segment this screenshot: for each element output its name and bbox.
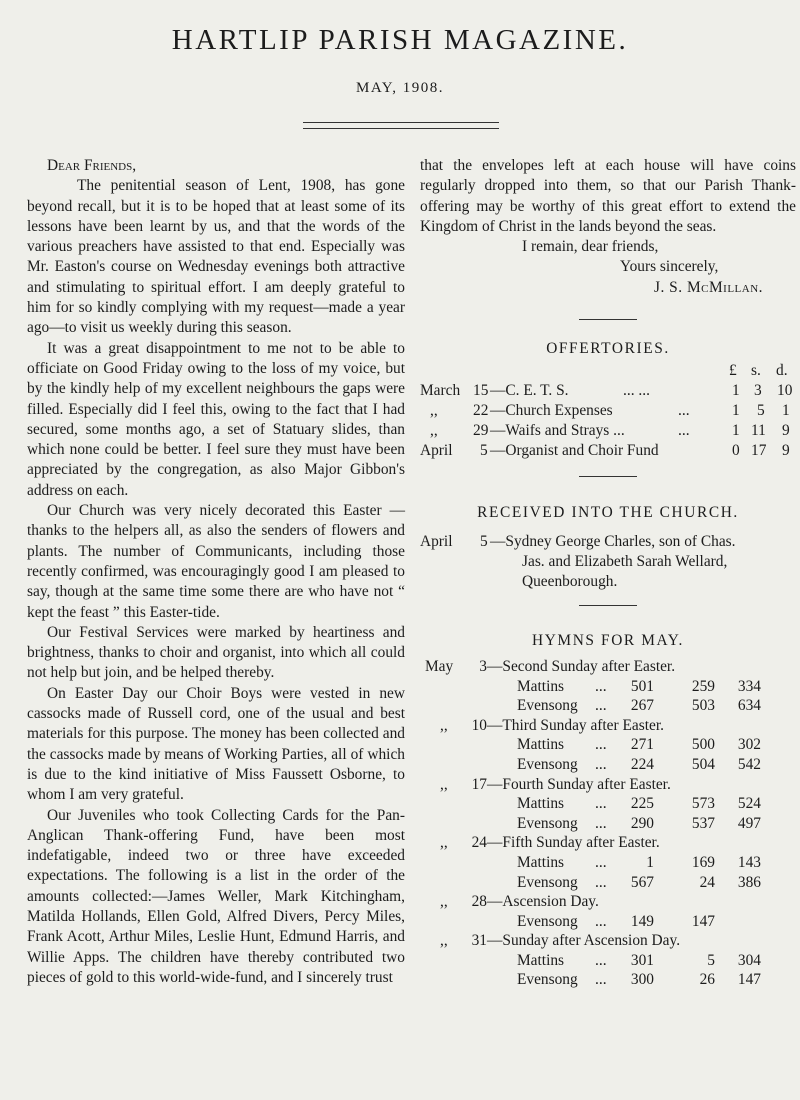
service-name: Evensong bbox=[517, 697, 578, 715]
offertory-leader-dots: ... ... bbox=[623, 382, 650, 400]
received-line-2: Jas. and Elizabeth Sarah Wellard, bbox=[522, 552, 728, 570]
hymns-list bbox=[420, 657, 796, 990]
hymn-number: 504 bbox=[691, 755, 715, 773]
hymn-number: 497 bbox=[737, 814, 761, 832]
hymn-month: May bbox=[425, 657, 454, 675]
hymn-service-row bbox=[420, 677, 796, 697]
signature-surname: McMillan. bbox=[686, 278, 763, 296]
hymn-service-row bbox=[420, 814, 796, 834]
offertory-shillings: 3 bbox=[754, 382, 762, 400]
signature-initials: J. S. bbox=[654, 278, 683, 296]
title-rule bbox=[303, 122, 499, 129]
hymn-day: 31 bbox=[471, 932, 487, 950]
hymn-number: 573 bbox=[691, 795, 715, 813]
service-name: Mattins bbox=[517, 736, 565, 754]
hymn-service-row bbox=[420, 755, 796, 775]
letter-salutation: Dear Friends, bbox=[47, 157, 137, 174]
letter-continuation: that the envelopes left at each house will have coins regularly dropped into them, so that our Parish Thank-offering may be worthy of this great effort to extend the Kingdom of Christ in the lands beyond the seas. bbox=[420, 157, 796, 235]
service-name: Mattins bbox=[517, 677, 565, 695]
service-name: Mattins bbox=[517, 853, 565, 871]
offertory-month: April bbox=[420, 442, 453, 460]
service-leader-dots: ... bbox=[595, 736, 607, 754]
service-leader-dots: ... bbox=[595, 873, 607, 891]
hymn-service-row bbox=[420, 873, 796, 893]
offertory-month: March bbox=[420, 382, 461, 400]
hymn-occasion: —Sunday after Ascension Day. bbox=[487, 932, 681, 950]
hymn-occasion: —Fifth Sunday after Easter. bbox=[487, 834, 660, 852]
service-name: Mattins bbox=[517, 951, 565, 969]
service-leader-dots: ... bbox=[595, 971, 607, 989]
hymn-sunday-row bbox=[420, 833, 796, 853]
offertory-pence: 1 bbox=[782, 402, 790, 420]
offertory-row bbox=[420, 421, 796, 441]
hymn-sunday-row bbox=[420, 931, 796, 951]
hymns-heading: HYMNS FOR MAY. bbox=[532, 631, 684, 649]
offertories-column-headers bbox=[420, 361, 796, 381]
service-leader-dots: ... bbox=[595, 951, 607, 969]
service-name: Mattins bbox=[517, 795, 565, 813]
hymn-service-row bbox=[420, 735, 796, 755]
hymn-number: 302 bbox=[737, 736, 761, 754]
service-name: Evensong bbox=[517, 755, 578, 773]
hymn-number: 334 bbox=[737, 677, 761, 695]
hymn-service-row bbox=[420, 794, 796, 814]
service-leader-dots: ... bbox=[595, 677, 607, 695]
service-name: Evensong bbox=[517, 814, 578, 832]
service-name: Evensong bbox=[517, 912, 578, 930]
hymn-number: 304 bbox=[737, 951, 761, 969]
hymn-number: 501 bbox=[630, 677, 654, 695]
hymn-number: 5 bbox=[707, 951, 715, 969]
hymn-day: 10 bbox=[471, 716, 487, 734]
offertory-day: 15 bbox=[473, 382, 489, 400]
hymn-number: 1 bbox=[646, 853, 654, 871]
hymn-service-row bbox=[420, 696, 796, 716]
masthead: HARTLIP PARISH MAGAZINE. bbox=[171, 24, 629, 56]
hymn-month: ,, bbox=[440, 893, 448, 911]
hymn-number: 26 bbox=[699, 971, 715, 989]
hymn-sunday-row bbox=[420, 657, 796, 677]
hymn-occasion: —Second Sunday after Easter. bbox=[487, 657, 676, 675]
hymn-number: 147 bbox=[737, 971, 761, 989]
hymn-number: 567 bbox=[630, 873, 654, 891]
pence-column-header: d. bbox=[776, 362, 788, 380]
hymn-month: ,, bbox=[440, 834, 448, 852]
offertory-shillings: 17 bbox=[751, 442, 767, 460]
offertory-day: 22 bbox=[473, 402, 489, 420]
offertory-shillings: 11 bbox=[751, 422, 766, 440]
hymn-sunday-row bbox=[420, 775, 796, 795]
received-heading: RECEIVED INTO THE CHURCH. bbox=[477, 504, 739, 522]
offertory-leader-dots: ... bbox=[678, 402, 690, 420]
shillings-column-header: s. bbox=[751, 362, 761, 380]
offertory-month: ,, bbox=[430, 422, 438, 440]
service-leader-dots: ... bbox=[595, 814, 607, 832]
hymn-occasion: —Fourth Sunday after Easter. bbox=[487, 775, 671, 793]
hymn-number: 542 bbox=[737, 755, 761, 773]
offertories-table bbox=[420, 359, 796, 469]
hymn-day: 3 bbox=[479, 657, 487, 675]
hymn-occasion: —Ascension Day. bbox=[487, 893, 599, 911]
hymn-month: ,, bbox=[440, 716, 448, 734]
letter-paragraph: The penitential season of Lent, 1908, has gone beyond recall, but it is to be hoped that at least some of its lessons have been learnt by us, and that the words of the various preachers have assisted to that end. Especially was Mr. Easton's course on Wednesday evenings both attractive and stimulating to spiritual effort. I am deeply grateful to him for so kindly complying with my request—made a year ago—to visit us weekly during this season. bbox=[27, 177, 405, 337]
offertory-row bbox=[420, 401, 796, 421]
received-day: 5 bbox=[480, 532, 488, 550]
letter-paragraph: Our Festival Services were marked by heartiness and brightness, thanks to choir and organist, into which all could not help but join, and be helped thereby. bbox=[27, 623, 405, 682]
hymn-service-row bbox=[420, 951, 796, 971]
received-line-3: Queenborough. bbox=[522, 572, 618, 590]
hymn-number: 386 bbox=[737, 873, 761, 891]
hymn-service-row bbox=[420, 912, 796, 932]
letter-closing: I remain, dear friends, bbox=[522, 238, 659, 256]
hymn-number: 300 bbox=[630, 971, 654, 989]
hymn-service-row bbox=[420, 970, 796, 990]
hymn-number: 225 bbox=[630, 795, 654, 813]
hymn-number: 503 bbox=[691, 697, 715, 715]
offertories-heading: OFFERTORIES. bbox=[546, 340, 670, 358]
letter-signature bbox=[420, 278, 796, 298]
hymn-number: 224 bbox=[630, 755, 654, 773]
letter-paragraph: Our Juveniles who took Collecting Cards for the Pan-Anglican Thank-offering Fund, have been most indefatigable, indeed two or three have exceeded expectations. The following is a list in the order of the amounts collected:—James Weller, Mark Kitchingham, Matilda Hollands, Ellen Gold, Alfred Divers, Percy Miles, Frank Acott, Arthur Miles, Leslie Hunt, Edmund Harris, and Willie Apps. The children have thereby contributed two pieces of gold to this world-wide-fund, and I sincerely trust bbox=[27, 806, 405, 986]
letter-sign-off: Yours sincerely, bbox=[620, 258, 719, 276]
letter-paragraph: On Easter Day our Choir Boys were vested in new cassocks made of Russell cord, one of the usual and best materials for this purpose. The money has been collected and the cassocks made by means of Working Parties, all of which is due to the kind initiative of Miss Faussett Osborne, to whom I am very grateful. bbox=[27, 684, 405, 804]
hymn-number: 290 bbox=[630, 814, 654, 832]
hymn-occasion: —Third Sunday after Easter. bbox=[487, 716, 664, 734]
offertory-month: ,, bbox=[430, 402, 438, 420]
offertory-row bbox=[420, 381, 796, 401]
service-name: Evensong bbox=[517, 971, 578, 989]
letter-paragraph: Our Church was very nicely decorated this Easter —thanks to the helpers all, as also the senders of flowers and plants. The number of Communicants, including those recently confirmed, was encouragingly good I am pleased to say, though at the same time some there are who have not “ kept the feast ” this Easter-tide. bbox=[27, 502, 405, 621]
service-leader-dots: ... bbox=[595, 755, 607, 773]
offertory-row bbox=[420, 441, 796, 461]
hymn-service-row bbox=[420, 853, 796, 873]
received-month: April bbox=[420, 532, 453, 550]
received-line-1: —Sydney George Charles, son of Chas. bbox=[490, 532, 736, 550]
hymn-month: ,, bbox=[440, 932, 448, 950]
offertory-pounds: 1 bbox=[732, 402, 740, 420]
offertory-item: —Waifs and Strays ... bbox=[490, 422, 625, 440]
hymn-number: 149 bbox=[630, 912, 654, 930]
offertory-pence: 10 bbox=[777, 382, 793, 400]
issue-date: MAY, 1908. bbox=[356, 80, 444, 96]
received-entry bbox=[420, 532, 796, 596]
offertory-leader-dots: ... bbox=[678, 422, 690, 440]
service-leader-dots: ... bbox=[595, 912, 607, 930]
hymn-sunday-row bbox=[420, 716, 796, 736]
service-name: Evensong bbox=[517, 873, 578, 891]
hymn-day: 24 bbox=[471, 834, 487, 852]
offertory-day: 29 bbox=[473, 422, 489, 440]
hymn-number: 537 bbox=[691, 814, 715, 832]
letter-paragraph: It was a great disappointment to me not to be able to officiate on Good Friday owing to the loss of my voice, but by the kindly help of my excellent neighbours the gaps were filled. Especially did I feel this, owing to the fact that I had secured, some months ago, a set of Statuary slides, than which none could be better. I feel sure they must have been appreciated by the congregation, as also Major Gibbon's address on each. bbox=[27, 339, 405, 499]
offertory-item: —C. E. T. S. bbox=[490, 382, 569, 400]
service-leader-dots: ... bbox=[595, 853, 607, 871]
hymn-number: 143 bbox=[737, 853, 761, 871]
hymn-number: 267 bbox=[630, 697, 654, 715]
hymn-number: 634 bbox=[737, 697, 761, 715]
hymn-number: 169 bbox=[691, 853, 715, 871]
hymn-number: 301 bbox=[630, 951, 654, 969]
offertory-pounds: 1 bbox=[732, 422, 740, 440]
offertory-pounds: 1 bbox=[732, 382, 740, 400]
hymn-number: 524 bbox=[737, 795, 761, 813]
hymn-month: ,, bbox=[440, 775, 448, 793]
offertory-shillings: 5 bbox=[757, 402, 765, 420]
offertory-item: —Organist and Choir Fund bbox=[490, 442, 659, 460]
offertory-item: —Church Expenses bbox=[490, 402, 613, 420]
service-leader-dots: ... bbox=[595, 697, 607, 715]
offertory-pounds: 0 bbox=[732, 442, 740, 460]
offertory-day: 5 bbox=[480, 442, 488, 460]
hymn-day: 17 bbox=[471, 775, 487, 793]
hymn-number: 24 bbox=[699, 873, 715, 891]
hymn-number: 259 bbox=[691, 677, 715, 695]
offertory-pence: 9 bbox=[782, 442, 790, 460]
hymn-number: 147 bbox=[691, 912, 715, 930]
service-leader-dots: ... bbox=[595, 795, 607, 813]
hymn-sunday-row bbox=[420, 892, 796, 912]
hymn-number: 500 bbox=[691, 736, 715, 754]
pounds-column-header: £ bbox=[729, 362, 737, 380]
letter-column bbox=[27, 156, 405, 988]
hymn-number: 271 bbox=[630, 736, 654, 754]
offertory-pence: 9 bbox=[782, 422, 790, 440]
hymn-day: 28 bbox=[471, 893, 487, 911]
right-column bbox=[420, 156, 796, 990]
